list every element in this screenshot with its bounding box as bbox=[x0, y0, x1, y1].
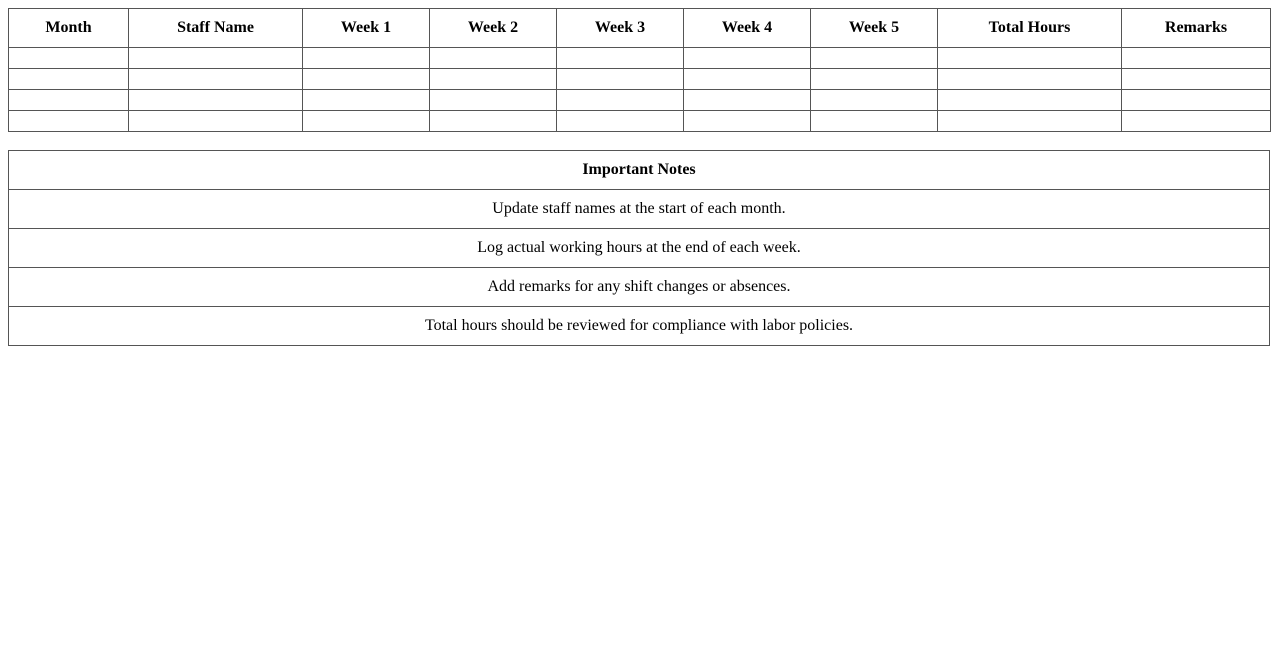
table-cell bbox=[9, 48, 129, 69]
table-cell bbox=[1122, 90, 1271, 111]
important-notes-table bbox=[8, 150, 1270, 346]
note-row bbox=[9, 190, 1270, 229]
column-header-week-4: Week 4 bbox=[684, 9, 811, 48]
table-row bbox=[9, 69, 1271, 90]
note-row bbox=[9, 307, 1270, 346]
note-row bbox=[9, 268, 1270, 307]
table-row bbox=[9, 90, 1271, 111]
table-cell bbox=[129, 48, 303, 69]
column-header-month: Month bbox=[9, 9, 129, 48]
table-header-row bbox=[9, 9, 1271, 48]
table-cell bbox=[684, 69, 811, 90]
column-header-week-3: Week 3 bbox=[557, 9, 684, 48]
column-header-week-5: Week 5 bbox=[811, 9, 938, 48]
note-item: Update staff names at the start of each month. bbox=[9, 190, 1270, 229]
table-cell bbox=[811, 90, 938, 111]
notes-title: Important Notes bbox=[9, 151, 1270, 190]
column-header-week-1: Week 1 bbox=[303, 9, 430, 48]
column-header-staff-name: Staff Name bbox=[129, 9, 303, 48]
table-cell bbox=[684, 111, 811, 132]
table-cell bbox=[303, 48, 430, 69]
table-cell bbox=[303, 111, 430, 132]
table-cell bbox=[811, 69, 938, 90]
table-row bbox=[9, 111, 1271, 132]
table-cell bbox=[430, 48, 557, 69]
table-cell bbox=[557, 48, 684, 69]
table-cell bbox=[129, 111, 303, 132]
note-item: Log actual working hours at the end of each week. bbox=[9, 229, 1270, 268]
column-header-week-2: Week 2 bbox=[430, 9, 557, 48]
note-item: Add remarks for any shift changes or absences. bbox=[9, 268, 1270, 307]
table-cell bbox=[1122, 111, 1271, 132]
table-cell bbox=[9, 111, 129, 132]
table-cell bbox=[557, 111, 684, 132]
table-cell bbox=[938, 90, 1122, 111]
table-cell bbox=[430, 111, 557, 132]
table-cell bbox=[938, 48, 1122, 69]
table-cell bbox=[1122, 48, 1271, 69]
table-cell bbox=[811, 48, 938, 69]
table-cell bbox=[684, 48, 811, 69]
table-cell bbox=[9, 69, 129, 90]
table-cell bbox=[303, 69, 430, 90]
table-cell bbox=[430, 69, 557, 90]
note-row bbox=[9, 229, 1270, 268]
table-cell bbox=[129, 69, 303, 90]
table-cell bbox=[811, 111, 938, 132]
table-cell bbox=[684, 90, 811, 111]
table-cell bbox=[557, 69, 684, 90]
table-cell bbox=[1122, 69, 1271, 90]
table-cell bbox=[129, 90, 303, 111]
table-cell bbox=[938, 111, 1122, 132]
table-row bbox=[9, 48, 1271, 69]
staff-hours-table bbox=[8, 8, 1271, 132]
table-cell bbox=[303, 90, 430, 111]
table-cell bbox=[9, 90, 129, 111]
column-header-total-hours: Total Hours bbox=[938, 9, 1122, 48]
table-cell bbox=[557, 90, 684, 111]
note-item: Total hours should be reviewed for compliance with labor policies. bbox=[9, 307, 1270, 346]
notes-header-row bbox=[9, 151, 1270, 190]
table-cell bbox=[938, 69, 1122, 90]
table-cell bbox=[430, 90, 557, 111]
column-header-remarks: Remarks bbox=[1122, 9, 1271, 48]
